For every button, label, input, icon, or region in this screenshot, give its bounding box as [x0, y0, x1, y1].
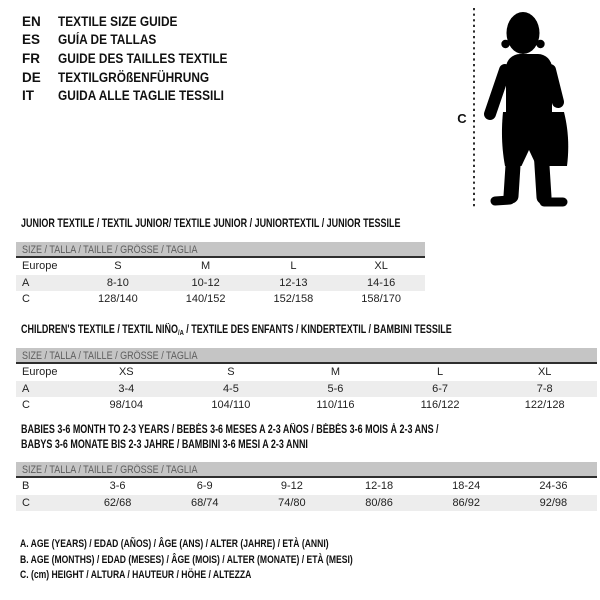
value-cell: 74/80 — [278, 496, 306, 509]
section-children — [16, 324, 597, 414]
value-cell: 12-13 — [279, 276, 308, 289]
legend-line-a: A. AGE (YEARS) / EDAD (AÑOS) / ÂGE (ANS) / ALTER (JAHRE) / ETÀ (ANNI) — [20, 538, 329, 550]
baby-figure — [450, 0, 600, 212]
value-cell: 140/152 — [185, 293, 226, 306]
babies-section-title: BABIES 3-6 MONTH TO 2-3 YEARS / BEBÉS 3-6 MESES A 2-3 AÑOS / BÉBÉS 3-6 MOIS À 2-3 ANS / BABYS 3-6 MONATE BIS 2-3 JAHRE / BAMBINI 3-6 MESI A 2-3 ANNI — [21, 424, 439, 451]
value-cell: 24-36 — [539, 480, 568, 493]
value-cell: 3-6 — [109, 480, 126, 493]
language-label: GUÍA DE TALLAS — [58, 32, 157, 48]
size-cell: M — [201, 260, 211, 273]
language-list — [22, 12, 251, 105]
table-row — [16, 275, 425, 292]
row-label: A — [22, 276, 30, 289]
value-cell: 62/68 — [103, 496, 132, 509]
size-cell: L — [290, 260, 297, 273]
children-section-title: CHILDREN'S TEXTILE / TEXTIL $NIÑO_{/A}$ / TEXTILE DES ENFANTS / KINDERTEXTIL / BAMBINI TESSILE — [21, 324, 452, 337]
language-code: DE — [22, 69, 41, 85]
row-label: B — [22, 480, 30, 493]
children-table-grid — [16, 364, 597, 414]
value-cell: 152/158 — [273, 293, 314, 306]
size-cell: S — [227, 366, 235, 379]
language-label: GUIDA ALLE TAGLIE TESSILI — [58, 88, 224, 104]
value-cell: 68/74 — [190, 496, 219, 509]
baby-silhouette-icon — [490, 12, 568, 202]
row-label: C — [22, 399, 30, 412]
size-cell: XS — [118, 366, 134, 379]
table-row — [16, 364, 597, 381]
value-cell: 8-10 — [106, 276, 129, 289]
value-cell: 12-18 — [364, 480, 394, 493]
language-row — [22, 31, 251, 50]
value-cell: 6-7 — [432, 382, 449, 395]
language-code: ES — [22, 32, 41, 48]
size-cell: L — [437, 366, 444, 379]
value-cell: 4-5 — [222, 382, 239, 395]
legend-line-c: C. (cm) HEIGHT / ALTURA / HAUTEUR / HÖHE / ALTEZZA — [20, 569, 252, 581]
value-cell: 122/128 — [524, 399, 565, 412]
size-header-bar: SIZE / TALLA / TAILLE / GRÖSSE / TAGLIA — [16, 242, 425, 258]
language-label: TEXTILGRÖßENFÜHRUNG — [58, 69, 210, 85]
measure-c-label: C — [457, 111, 467, 126]
value-cell: 10-12 — [191, 276, 220, 289]
size-cell: M — [330, 366, 341, 379]
table-row — [16, 397, 597, 414]
table-row — [16, 258, 425, 275]
value-cell: 80/86 — [365, 496, 393, 509]
value-cell: 92/98 — [539, 496, 568, 509]
value-cell: 128/140 — [97, 293, 138, 306]
value-cell: 98/104 — [109, 399, 144, 412]
value-cell: 14-16 — [367, 276, 396, 289]
legend-line-b: B. AGE (MONTHS) / EDAD (MESES) / ÂGE (MOIS) / ALTER (MONATE) / ETÀ (MESI) — [20, 553, 353, 566]
value-cell: 104/110 — [211, 399, 251, 412]
measure-legend — [20, 537, 447, 584]
value-cell: 6-9 — [196, 480, 213, 493]
language-code: EN — [22, 13, 41, 29]
value-cell: 5-6 — [327, 382, 344, 395]
value-cell: 110/116 — [316, 399, 355, 412]
junior-section-title: JUNIOR TEXTILE / TEXTIL JUNIOR/ TEXTILE JUNIOR / JUNIORTEXTIL / JUNIOR TESSILE — [21, 218, 401, 230]
size-cell: S — [114, 260, 122, 273]
language-label: GUIDE DES TAILLES TEXTILE — [58, 50, 228, 66]
language-row — [22, 49, 251, 68]
size-header-bar: SIZE / TALLA / TAILLE / GRÖSSE / TAGLIA — [16, 348, 597, 364]
section-junior — [16, 218, 507, 308]
language-code: FR — [22, 50, 40, 66]
value-cell: 18-24 — [452, 480, 481, 493]
language-row — [22, 12, 251, 31]
language-row — [22, 86, 251, 105]
value-cell: 86/92 — [452, 496, 480, 509]
junior-size-table — [16, 242, 425, 308]
children-size-table — [16, 348, 597, 414]
language-code: IT — [22, 88, 34, 104]
value-cell: 158/170 — [361, 293, 401, 306]
value-cell: 7-8 — [536, 382, 553, 395]
row-label: A — [22, 382, 30, 395]
table-row — [16, 291, 425, 308]
language-row — [22, 68, 251, 87]
babies-table-grid — [16, 478, 597, 511]
value-cell: 9-12 — [280, 480, 303, 493]
value-cell: 116/122 — [420, 399, 460, 412]
table-row — [16, 495, 597, 512]
table-row — [16, 381, 597, 398]
table-row — [16, 478, 597, 495]
row-label: C — [22, 293, 30, 306]
junior-table-grid — [16, 258, 425, 308]
baby-figure-svg — [450, 0, 600, 212]
row-label: C — [22, 496, 30, 509]
section-babies — [16, 423, 597, 511]
size-header-bar: SIZE / TALLA / TAILLE / GRÖSSE / TAGLIA — [16, 462, 597, 478]
size-cell: XL — [537, 366, 552, 379]
size-cell: XL — [374, 260, 388, 273]
language-label: TEXTILE SIZE GUIDE — [58, 13, 178, 29]
value-cell: 3-4 — [118, 382, 135, 395]
row-label: Europe — [22, 260, 58, 273]
row-label: Europe — [22, 366, 58, 379]
babies-size-table — [16, 462, 597, 511]
